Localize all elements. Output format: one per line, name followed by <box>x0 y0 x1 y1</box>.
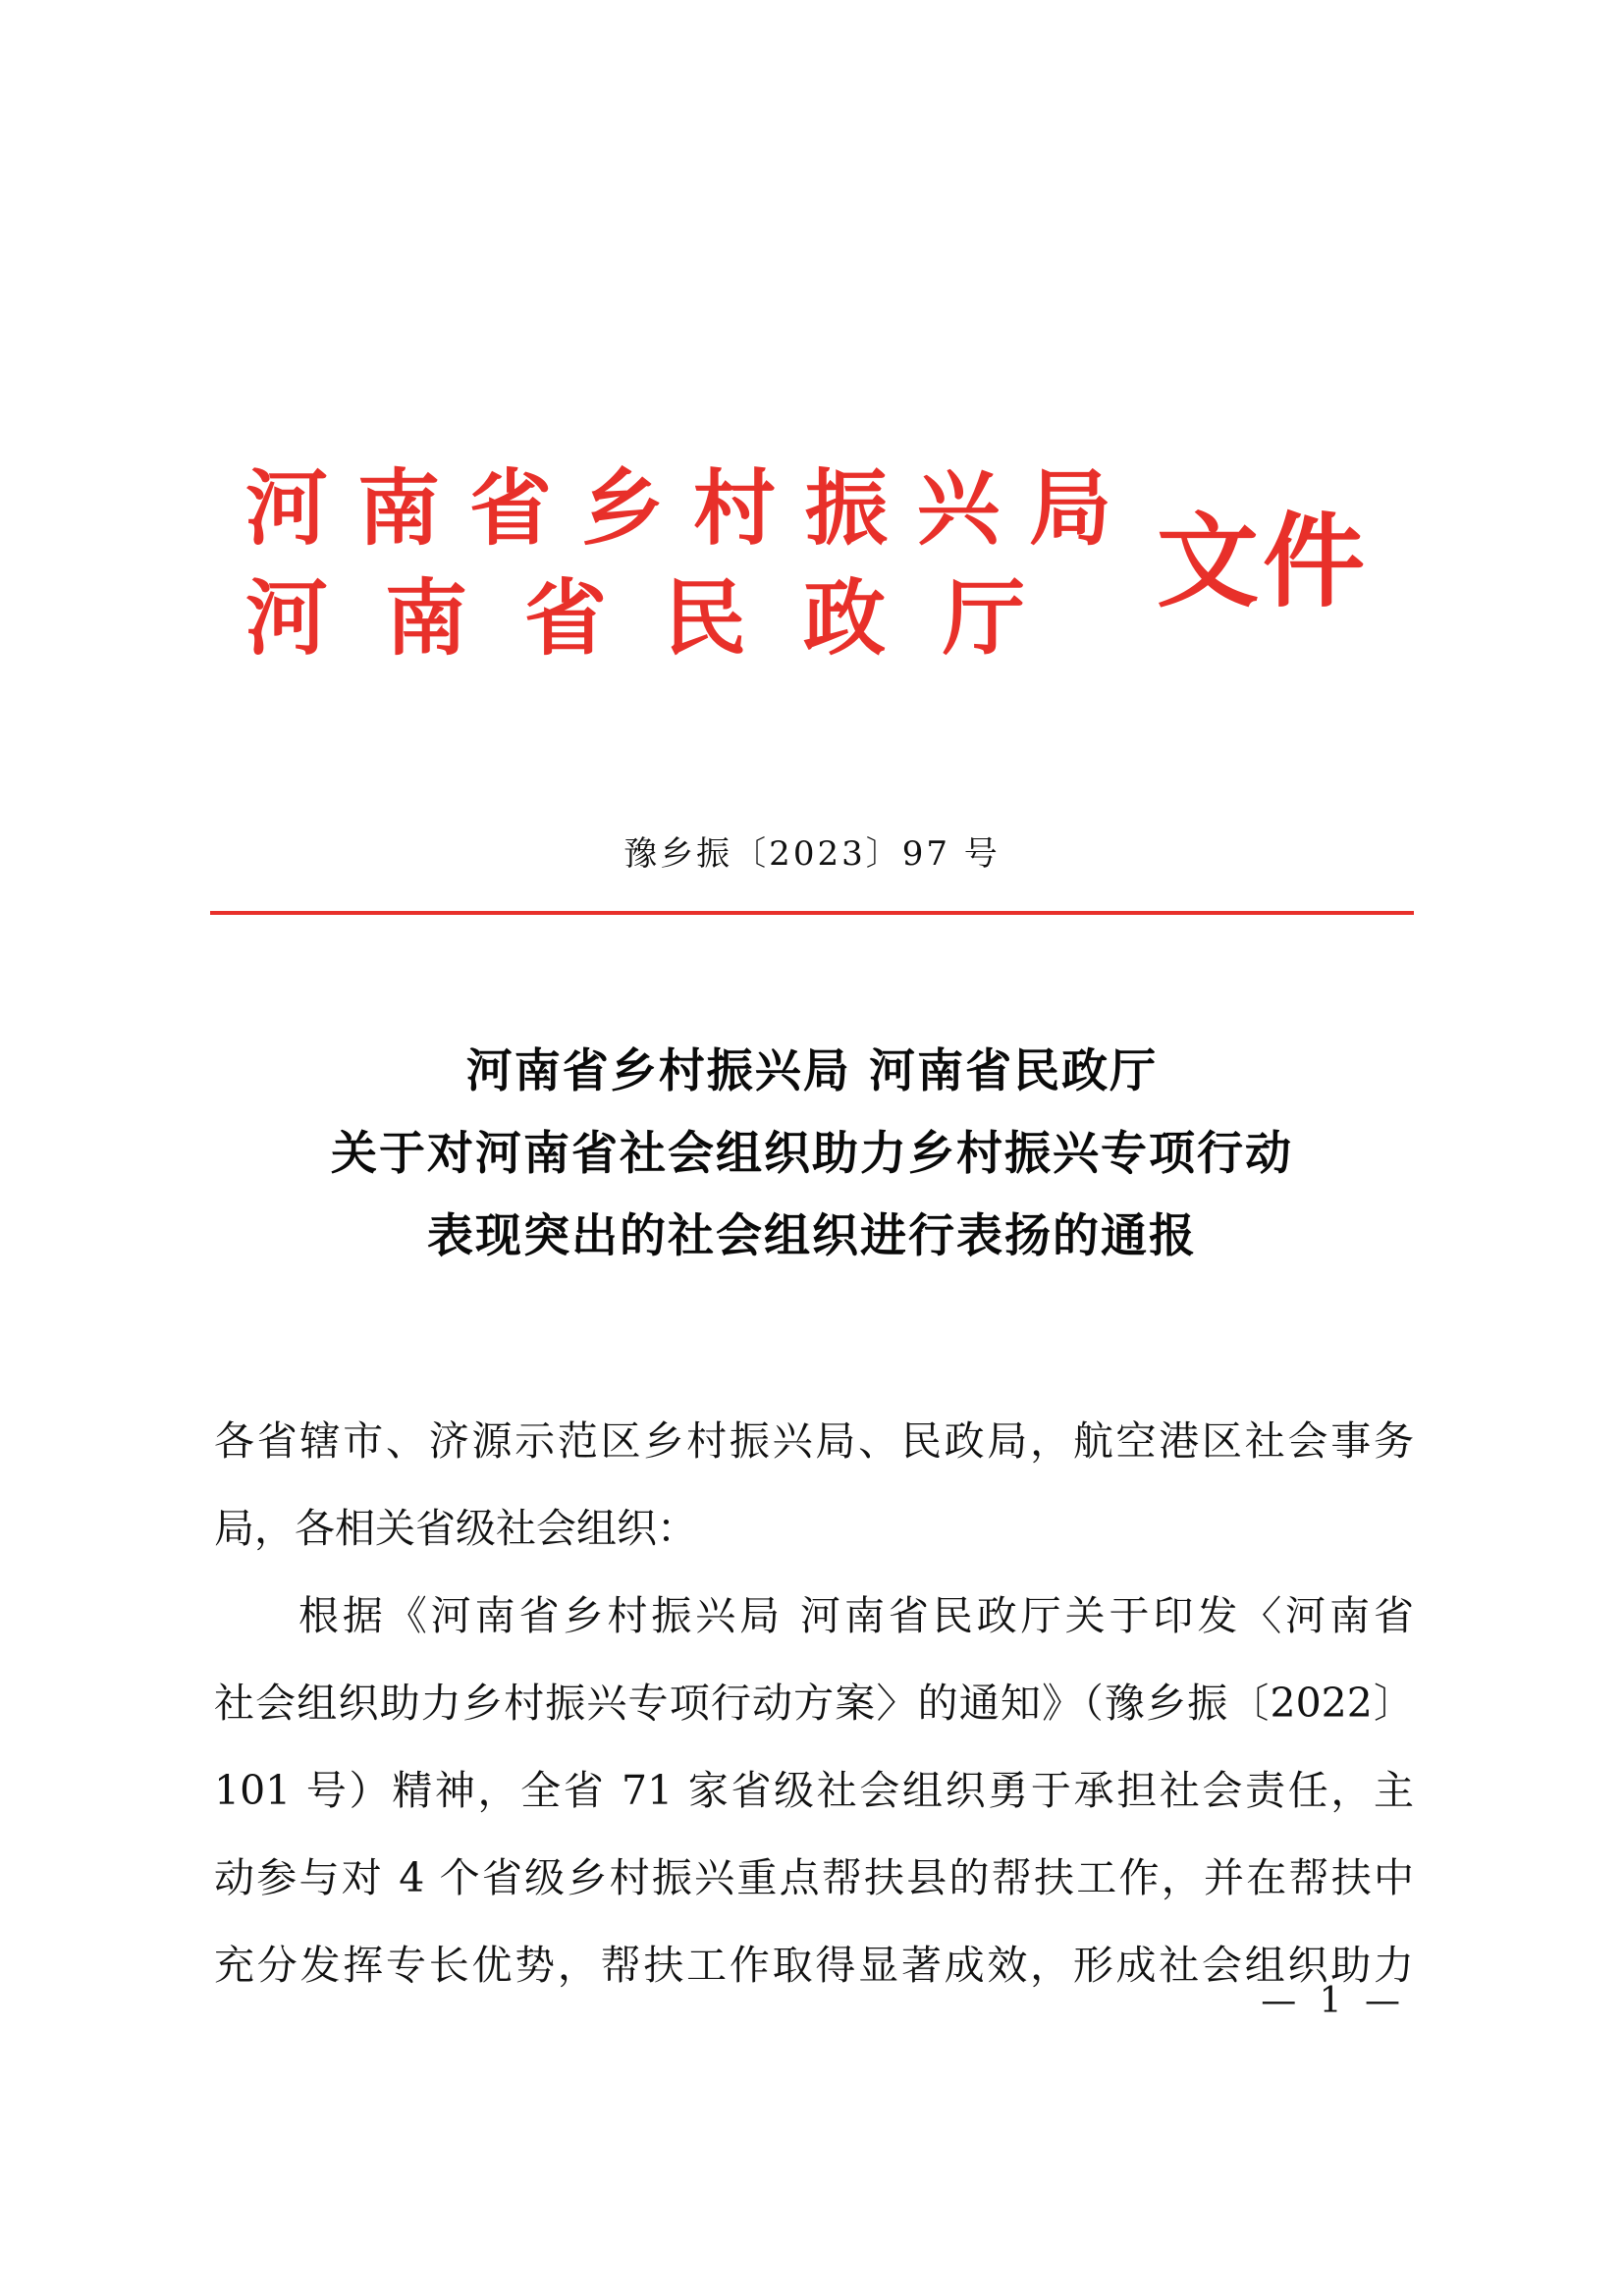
addressee-line-2: 局，各相关省级社会组织： <box>214 1505 697 1552</box>
letterhead-document-word: 文件 <box>1157 502 1370 621</box>
title-line-3: 表现突出的社会组织进行表扬的通报 <box>427 1209 1197 1263</box>
paragraph-line-1: 根据《河南省乡村振兴局 河南省民政厅关于印发〈河南省 <box>298 1592 1414 1639</box>
letterhead-org-line-1: 河南省乡村振兴局 <box>245 459 1142 557</box>
addressee-line-1: 各省辖市、济源示范区乡村振兴局、民政局，航空港区社会事务 <box>214 1417 1414 1465</box>
page-title <box>0 1031 1624 1278</box>
paragraph-line-4: 动参与对 4 个省级乡村振兴重点帮扶县的帮扶工作，并在帮扶中 <box>214 1854 1414 1901</box>
red-separator-rule <box>210 911 1414 915</box>
title-line-2: 关于对河南省社会组织助力乡村振兴专项行动 <box>331 1127 1293 1181</box>
document-number: 豫乡振〔2023〕97 号 <box>623 834 1001 874</box>
paragraph-line-3: 101 号）精神，全省 71 家省级社会组织勇于承担社会责任，主 <box>214 1767 1414 1814</box>
paragraph-line-2: 社会组织助力乡村振兴专项行动方案〉的通知》（豫乡振〔2022〕 <box>214 1680 1414 1727</box>
letterhead-org-line-2: 河南省民政厅 <box>245 569 1083 667</box>
document-body <box>214 1398 1414 2009</box>
title-line-1: 河南省乡村振兴局 河南省民政厅 <box>465 1044 1159 1098</box>
letterhead-organization-names <box>245 454 1159 673</box>
letterhead <box>0 454 1624 699</box>
paragraph-line-5: 充分发挥专长优势，帮扶工作取得显著成效，形成社会组织助力 <box>214 1942 1414 1989</box>
page-number: — 1 — <box>1261 1981 1406 2021</box>
